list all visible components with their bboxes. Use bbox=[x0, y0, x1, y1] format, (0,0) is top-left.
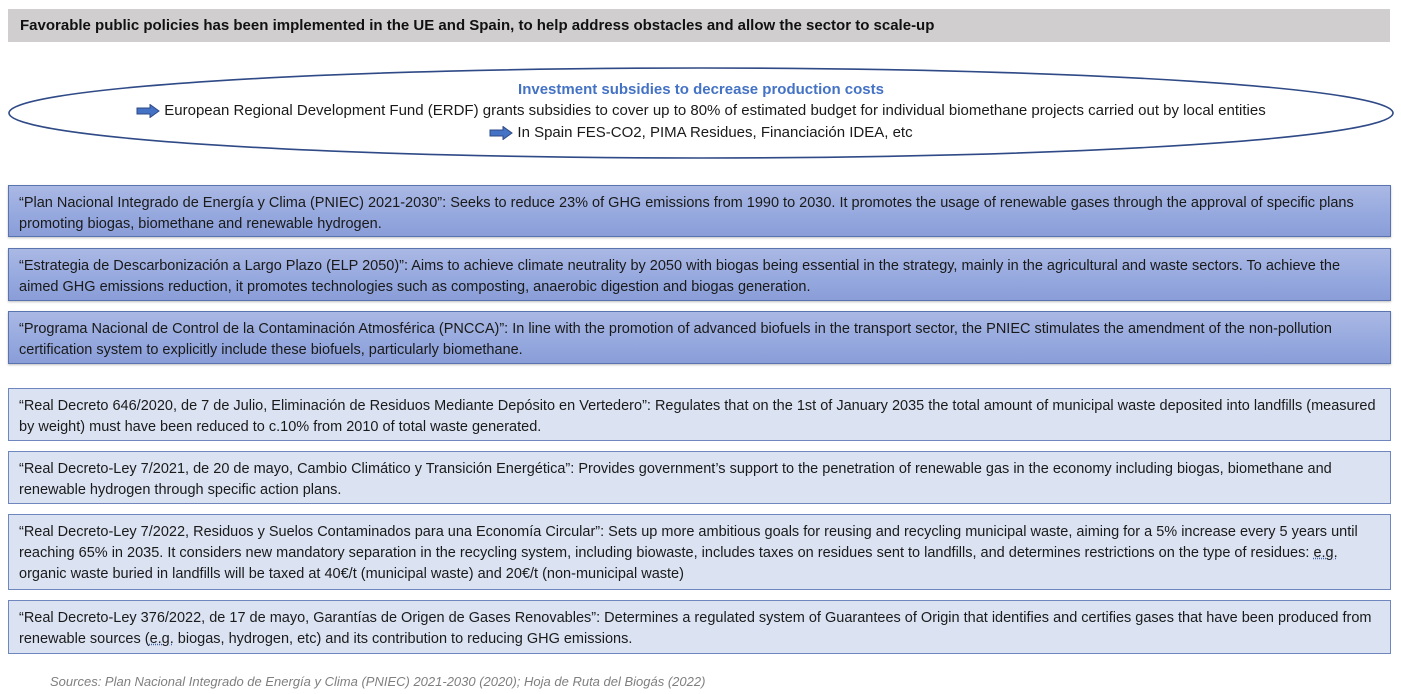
policy-box-elp2050 bbox=[8, 248, 1391, 301]
law-box-rdl-7-2021 bbox=[8, 451, 1391, 504]
policy-box-pniec bbox=[8, 185, 1391, 237]
page-title-bar bbox=[8, 9, 1390, 42]
policy-box-pncca bbox=[8, 311, 1391, 364]
law-box-rd-646-2020 bbox=[8, 388, 1391, 441]
ellipse-bullet-text: European Regional Development Fund (ERDF) grants subsidies to cover up to 80% of estimated budget for individual biomethane projects carried out by local entities bbox=[164, 102, 1266, 119]
law-text-part: “Real Decreto-Ley 376/2022, de 17 de mayo, Garantías de Origen de Gases Renovables”: Determines a regulated system of Guarantees of Origin that identifies and certifies gases that have been produced from renewable sources ( bbox=[19, 610, 1372, 647]
law-text-part: “Real Decreto-Ley 7/2022, Residuos y Suelos Contaminados para una Economía Circular”: Sets up more ambitious goals for reusing and recycling municipal waste, aiming for a 5% increase every 5 years until reaching 65% in 2035. It considers new mandatory separation in the recycling system, including biowaste, includes taxes on residues sent to landfills, and determines restrictions on the type of residues: bbox=[19, 524, 1358, 561]
policy-text: “Estrategia de Descarbonización a Largo Plazo (ELP 2050)”: Aims to achieve climate neutrality by 2050 with biogas being essential in the strategy, mainly in the agricultural and waste sectors. To achieve the aimed GHG emissions reduction, it promotes technologies such as composting, anaerobic digestion and biogas generation. bbox=[19, 258, 1341, 295]
law-box-rdl-376-2022 bbox=[8, 600, 1391, 654]
policy-text: “Plan Nacional Integrado de Energía y Clima (PNIEC) 2021-2030”: Seeks to reduce 23% of GHG emissions from 1990 to 2030. It promotes the usage of renewable gases through the approval of specific plans promoting biogas, biomethane and renewable hydrogen. bbox=[19, 195, 1354, 232]
investment-subsidies-ellipse bbox=[6, 66, 1396, 160]
eg-abbreviation: e.g. bbox=[1313, 545, 1338, 561]
law-text bbox=[19, 524, 1358, 582]
ellipse-title: Investment subsidies to decrease production costs bbox=[518, 81, 884, 98]
page-title: Favorable public policies has been implemented in the UE and Spain, to help address obstacles and allow the sector to scale-up bbox=[20, 17, 935, 34]
law-text: “Real Decreto-Ley 7/2021, de 20 de mayo, Cambio Climático y Transición Energética”: Provides government’s support to the penetration of renewable gas in the economy including biogas, biomethane and renewable hydrogen through specific action plans. bbox=[19, 461, 1332, 498]
law-text: “Real Decreto 646/2020, de 7 de Julio, Eliminación de Residuos Mediante Depósito en Vertedero”: Regulates that on the 1st of January 2035 the total amount of municipal waste deposited into landfills (measured by weight) must have been reduced to c.10% from 2010 of total waste generated. bbox=[19, 398, 1376, 435]
eg-abbreviation: e.g. bbox=[149, 631, 174, 647]
sources-note: Sources: Plan Nacional Integrado de Energía y Clima (PNIEC) 2021-2030 (2020); Hoja de Ruta del Biogás (2022) bbox=[50, 674, 706, 689]
law-text-part: organic waste buried in landfills will be taxed at 40€/t (municipal waste) and 20€/t (non-municipal waste) bbox=[19, 566, 684, 582]
ellipse-bullet bbox=[6, 102, 1396, 119]
law-text-part: biogas, hydrogen, etc) and its contribution to reducing GHG emissions. bbox=[173, 631, 633, 647]
right-arrow-icon bbox=[136, 104, 160, 118]
law-box-rdl-7-2022 bbox=[8, 514, 1391, 590]
law-text bbox=[19, 610, 1371, 647]
policy-text: “Programa Nacional de Control de la Contaminación Atmosférica (PNCCA)”: In line with the promotion of advanced biofuels in the transport sector, the PNIEC stimulates the amendment of the non-pollution certification system to explicitly include these biofuels, particularly biomethane. bbox=[19, 321, 1332, 358]
ellipse-bullet bbox=[6, 124, 1396, 141]
right-arrow-icon bbox=[489, 126, 513, 140]
ellipse-bullet-text: In Spain FES-CO2, PIMA Residues, Financiación IDEA, etc bbox=[517, 124, 913, 141]
